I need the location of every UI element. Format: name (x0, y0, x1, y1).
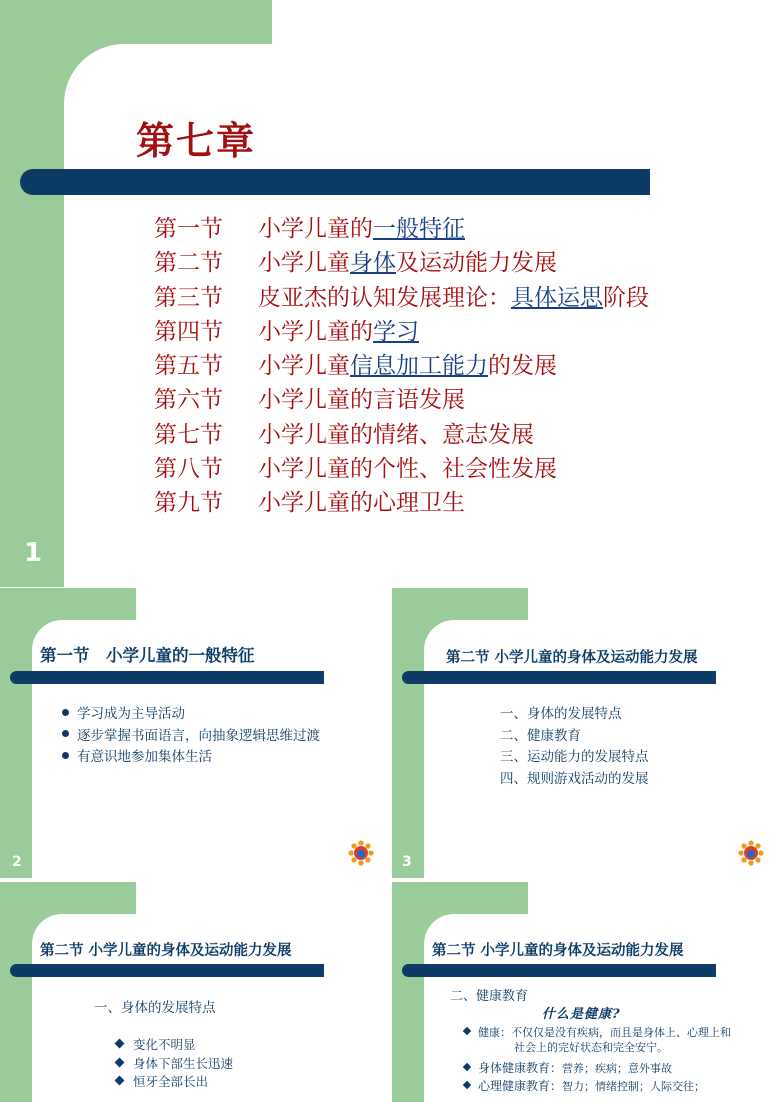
sun-logo-icon (738, 840, 764, 866)
definition-list (464, 1025, 731, 1094)
page-title: 第七章 (136, 119, 257, 163)
toc-link[interactable]: 一般特征 (373, 216, 465, 242)
slide-title: 第二节 小学儿童的身体及运动能力发展 (432, 943, 684, 959)
slide-title: 第二节 小学儿童的身体及运动能力发展 (446, 650, 698, 666)
toc-item[interactable]: 第九节 小学儿童的心理卫生 (154, 490, 465, 517)
toc-item[interactable]: 第二节 小学儿童身体及运动能力发展 (154, 250, 557, 277)
bullet-dot-icon (62, 709, 69, 716)
list-item: 一、身体的发展特点 (500, 706, 622, 722)
list-item: 身体下部生长迅速 (116, 1055, 233, 1074)
list-item: 四、规则游戏活动的发展 (500, 770, 649, 787)
page-number: 1 (24, 538, 43, 568)
bullet-list (62, 704, 320, 769)
page-number: 3 (402, 854, 412, 870)
bullet-diamond-icon (463, 1063, 471, 1071)
title-underline-bar (402, 671, 716, 684)
list-item: 逐步掌握书面语言，向抽象逻辑思维过渡 (62, 726, 320, 748)
sun-logo-icon (348, 840, 374, 866)
list-item: 身体健康教育：营养；疾病；意外事故 (464, 1061, 731, 1076)
slide-title: 第一节 小学儿童的一般特征 (40, 646, 255, 665)
title-underline-bar (20, 169, 650, 195)
section-heading: 二、健康教育 (450, 989, 529, 1004)
bullet-diamond-icon (115, 1039, 125, 1049)
slide-2 (0, 588, 388, 878)
table-of-contents (154, 212, 649, 521)
slide-4 (0, 882, 388, 1102)
slide-5 (392, 882, 780, 1102)
bullet-diamond-icon (115, 1057, 125, 1067)
bullet-dot-icon (62, 730, 69, 737)
toc-item[interactable]: 第五节 小学儿童信息加工能力的发展 (154, 353, 557, 380)
toc-item[interactable]: 第四节 小学儿童的学习 (154, 318, 419, 345)
list-item: 心理健康教育：智力；情绪控制；人际交往； (464, 1079, 731, 1094)
slide-3 (392, 588, 780, 878)
outline-list (500, 704, 649, 790)
bullet-diamond-icon (115, 1076, 125, 1086)
page-number: 2 (12, 854, 22, 870)
bullet-diamond-icon (463, 1081, 471, 1089)
list-item: 三、运动能力的发展特点 (500, 749, 649, 765)
toc-link[interactable]: 信息加工能力 (350, 353, 488, 380)
title-underline-bar (402, 964, 716, 977)
toc-item[interactable]: 第六节 小学儿童的言语发展 (154, 387, 465, 414)
toc-link[interactable]: 学习 (373, 318, 419, 345)
list-item: 健康：不仅仅是没有疾病，而且是身体上、心理上和 (464, 1025, 731, 1040)
section-heading: 一、身体的发展特点 (94, 1000, 216, 1016)
bullet-list (116, 1036, 233, 1092)
list-item: 有意识地参加集体生活 (62, 747, 320, 769)
bullet-diamond-icon (463, 1027, 471, 1035)
list-item: 二、健康教育 (500, 727, 581, 744)
list-item: 恒牙全部长出 (116, 1073, 233, 1092)
title-underline-bar (10, 671, 324, 684)
list-item-continuation: 社会上的完好状态和完全安宁。 (514, 1041, 668, 1054)
toc-item[interactable]: 第七节 小学儿童的情绪、意志发展 (154, 421, 534, 448)
toc-item[interactable]: 第一节 小学儿童的一般特征 (154, 216, 465, 242)
bullet-dot-icon (62, 752, 69, 759)
toc-link[interactable]: 具体运思 (511, 284, 603, 311)
health-question: 什么是健康? (542, 1007, 621, 1022)
list-item: 学习成为主导活动 (62, 704, 320, 726)
toc-item[interactable]: 第三节 皮亚杰的认知发展理论：具体运思阶段 (154, 284, 649, 311)
title-underline-bar (10, 964, 324, 977)
list-item: 变化不明显 (116, 1036, 233, 1055)
toc-link[interactable]: 身体 (350, 250, 396, 277)
slide-title: 第二节 小学儿童的身体及运动能力发展 (40, 943, 292, 959)
toc-item[interactable]: 第八节 小学儿童的个性、社会性发展 (154, 456, 557, 483)
